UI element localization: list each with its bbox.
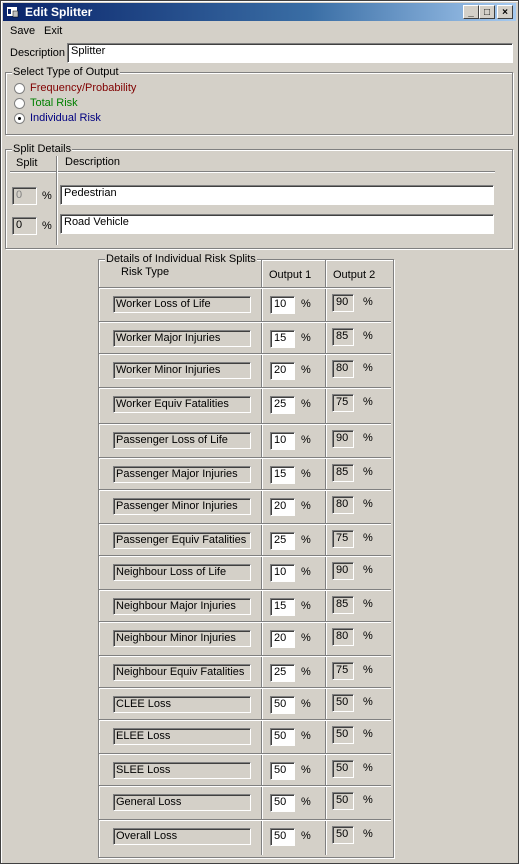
radio-total-risk[interactable] — [14, 98, 25, 109]
risk-row-separator — [99, 523, 391, 525]
description-label: Description — [10, 47, 66, 59]
output1-pct-symbol: % — [301, 364, 311, 376]
maximize-button[interactable]: □ — [479, 5, 495, 19]
risk-row-separator — [99, 621, 391, 623]
output1-input[interactable]: 50 — [270, 762, 295, 780]
risk-row-separator — [99, 719, 391, 721]
split-pct-symbol: % — [42, 190, 52, 202]
split-pct-input[interactable]: 0 — [12, 217, 37, 235]
risk-type-label: Passenger Minor Injuries — [113, 498, 251, 515]
title-bar[interactable] — [3, 3, 516, 21]
risk-type-label: Worker Equiv Fatalities — [113, 396, 251, 413]
radio-selected-dot — [18, 117, 21, 120]
output2-input[interactable]: 50 — [332, 694, 354, 712]
risk-row-separator — [99, 753, 391, 755]
output2-pct-symbol: % — [363, 696, 373, 708]
radio-frequency-label[interactable]: Frequency/Probability — [30, 82, 137, 94]
output1-pct-symbol: % — [301, 632, 311, 644]
risk-row-separator — [99, 589, 391, 591]
output2-column-header: Output 2 — [333, 269, 376, 281]
output2-pct-symbol: % — [363, 296, 373, 308]
output1-pct-symbol: % — [301, 534, 311, 546]
risk-row-separator — [99, 819, 391, 821]
output2-input[interactable]: 90 — [332, 294, 354, 312]
risk-type-label: Worker Minor Injuries — [113, 362, 251, 379]
output2-input[interactable]: 85 — [332, 328, 354, 346]
risk-row-separator — [99, 687, 391, 689]
risk-splits-title: Details of Individual Risk Splits — [106, 253, 256, 265]
radio-frequency[interactable] — [14, 83, 25, 94]
risk-row-separator — [99, 785, 391, 787]
risk-type-label: Worker Loss of Life — [113, 296, 251, 313]
output2-pct-symbol: % — [363, 330, 373, 342]
risk-type-label: Neighbour Minor Injuries — [113, 630, 251, 647]
output1-column-divider — [261, 260, 263, 855]
output2-input[interactable]: 90 — [332, 562, 354, 580]
split-description-column-header: Description — [65, 156, 121, 168]
output1-input[interactable]: 50 — [270, 828, 295, 846]
output2-input[interactable]: 50 — [332, 760, 354, 778]
menu-save[interactable]: Save — [10, 25, 36, 37]
description-input[interactable]: Splitter — [67, 43, 513, 63]
output2-input[interactable]: 50 — [332, 726, 354, 744]
risk-type-label: CLEE Loss — [113, 696, 251, 713]
window-title: Edit Splitter — [25, 5, 93, 19]
split-description-input[interactable]: Pedestrian — [60, 185, 494, 205]
split-pct-symbol: % — [42, 220, 52, 232]
risk-row-separator — [99, 555, 391, 557]
output2-input[interactable]: 80 — [332, 628, 354, 646]
output2-input[interactable]: 75 — [332, 662, 354, 680]
output1-input[interactable]: 15 — [270, 466, 295, 484]
output1-input[interactable]: 20 — [270, 498, 295, 516]
app-icon — [6, 5, 20, 19]
output2-input[interactable]: 75 — [332, 530, 354, 548]
risk-type-label: Neighbour Major Injuries — [113, 598, 251, 615]
output2-pct-symbol: % — [363, 728, 373, 740]
output2-pct-symbol: % — [363, 664, 373, 676]
risk-type-label: Passenger Loss of Life — [113, 432, 251, 449]
output1-input[interactable]: 15 — [270, 330, 295, 348]
risk-row-separator — [99, 287, 391, 289]
risk-type-label: Passenger Major Injuries — [113, 466, 251, 483]
output2-pct-symbol: % — [363, 828, 373, 840]
output-type-title: Select Type of Output — [13, 66, 119, 78]
risk-row-separator — [99, 353, 391, 355]
output1-input[interactable]: 50 — [270, 696, 295, 714]
risk-row-separator — [99, 457, 391, 459]
output1-pct-symbol: % — [301, 730, 311, 742]
output2-pct-symbol: % — [363, 498, 373, 510]
output2-input[interactable]: 85 — [332, 596, 354, 614]
risk-type-label: General Loss — [113, 794, 251, 811]
output1-pct-symbol: % — [301, 666, 311, 678]
risk-row-separator — [99, 655, 391, 657]
risk-row-separator — [99, 489, 391, 491]
output2-input[interactable]: 80 — [332, 360, 354, 378]
output2-pct-symbol: % — [363, 598, 373, 610]
output1-pct-symbol: % — [301, 796, 311, 808]
output2-pct-symbol: % — [363, 564, 373, 576]
output1-pct-symbol: % — [301, 764, 311, 776]
output2-input[interactable]: 80 — [332, 496, 354, 514]
output1-pct-symbol: % — [301, 600, 311, 612]
output2-pct-symbol: % — [363, 794, 373, 806]
output2-column-divider — [325, 260, 327, 855]
output2-input[interactable]: 50 — [332, 792, 354, 810]
risk-type-label: Neighbour Loss of Life — [113, 564, 251, 581]
radio-individual-risk-label[interactable]: Individual Risk — [30, 112, 101, 124]
output1-input[interactable]: 15 — [270, 598, 295, 616]
risk-row-separator — [99, 387, 391, 389]
output1-pct-symbol: % — [301, 500, 311, 512]
output2-input[interactable]: 50 — [332, 826, 354, 844]
output1-input[interactable]: 50 — [270, 728, 295, 746]
output1-pct-symbol: % — [301, 830, 311, 842]
radio-individual-risk[interactable] — [14, 113, 25, 124]
output1-pct-symbol: % — [301, 698, 311, 710]
radio-total-risk-label[interactable]: Total Risk — [30, 97, 78, 109]
output1-input[interactable]: 25 — [270, 664, 295, 682]
split-pct-input[interactable]: 0 — [12, 187, 37, 205]
output1-pct-symbol: % — [301, 332, 311, 344]
risk-type-label: Worker Major Injuries — [113, 330, 251, 347]
output2-pct-symbol: % — [363, 362, 373, 374]
output1-pct-symbol: % — [301, 434, 311, 446]
output1-input[interactable]: 10 — [270, 296, 295, 314]
output2-input[interactable]: 90 — [332, 430, 354, 448]
output1-input[interactable]: 10 — [270, 432, 295, 450]
split-details-title: Split Details — [13, 143, 72, 155]
output1-pct-symbol: % — [301, 468, 311, 480]
risk-row-separator — [99, 423, 391, 425]
output2-input[interactable]: 85 — [332, 464, 354, 482]
minimize-button[interactable]: _ — [463, 5, 479, 19]
output2-pct-symbol: % — [363, 466, 373, 478]
risk-row-separator — [99, 321, 391, 323]
output1-input[interactable]: 25 — [270, 396, 295, 414]
output2-input[interactable]: 75 — [332, 394, 354, 412]
split-header-rule — [10, 171, 495, 173]
output1-pct-symbol: % — [301, 298, 311, 310]
output1-pct-symbol: % — [301, 398, 311, 410]
split-description-input[interactable]: Road Vehicle — [60, 214, 494, 234]
output1-pct-symbol: % — [301, 566, 311, 578]
risk-type-label: ELEE Loss — [113, 728, 251, 745]
split-column-header: Split — [16, 157, 38, 169]
risk-type-label: Overall Loss — [113, 828, 251, 845]
risk-type-label: Neighbour Equiv Fatalities — [113, 664, 251, 681]
output2-pct-symbol: % — [363, 630, 373, 642]
output1-input[interactable]: 10 — [270, 564, 295, 582]
output1-column-header: Output 1 — [269, 269, 312, 281]
output1-input[interactable]: 25 — [270, 532, 295, 550]
output2-pct-symbol: % — [363, 762, 373, 774]
output2-pct-symbol: % — [363, 396, 373, 408]
menu-exit[interactable]: Exit — [44, 25, 63, 37]
output1-input[interactable]: 50 — [270, 794, 295, 812]
risk-type-label: SLEE Loss — [113, 762, 251, 779]
close-button[interactable]: × — [497, 5, 513, 19]
split-column-divider — [56, 156, 58, 245]
output2-pct-symbol: % — [363, 432, 373, 444]
output1-input[interactable]: 20 — [270, 630, 295, 648]
risk-type-column-header: Risk Type — [121, 266, 170, 278]
risk-type-label: Passenger Equiv Fatalities — [113, 532, 251, 549]
output2-pct-symbol: % — [363, 532, 373, 544]
output1-input[interactable]: 20 — [270, 362, 295, 380]
